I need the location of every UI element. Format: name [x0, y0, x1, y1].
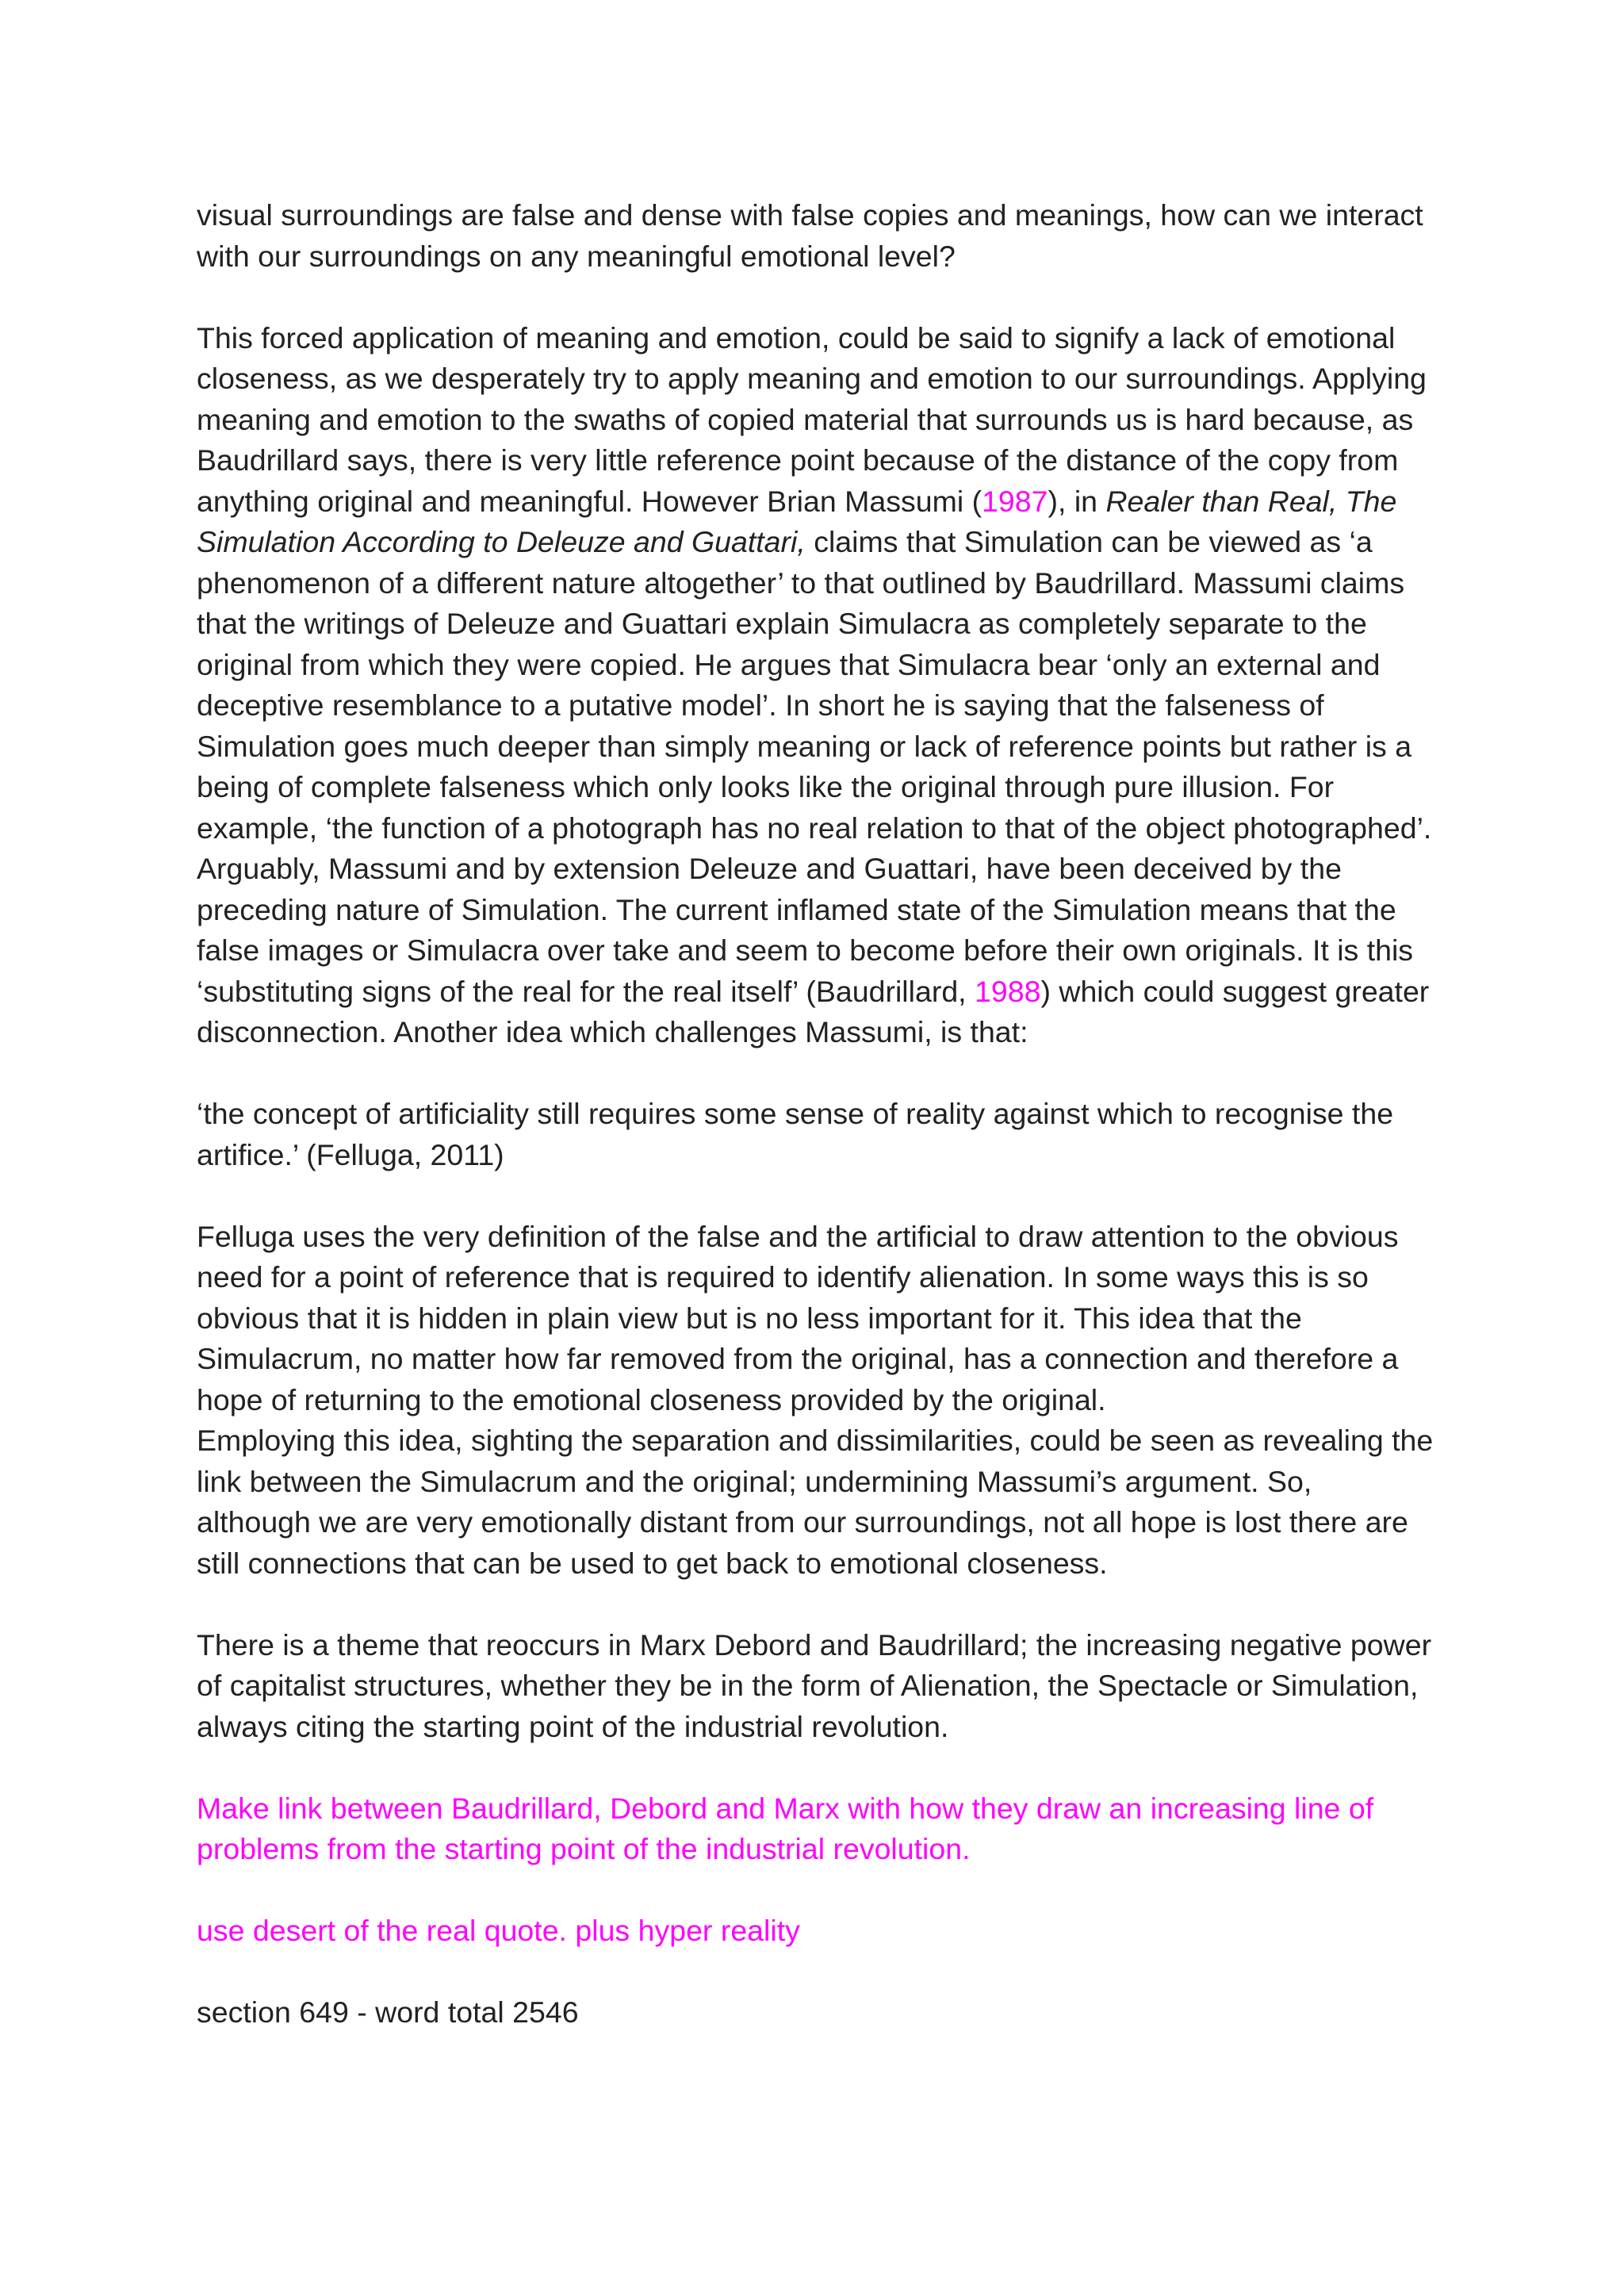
quote-felluga: ‘the concept of artificiality still requires some sense of reality against which to recognise the artifice.’ (Felluga, 2011): [197, 1097, 1394, 1171]
paragraph-massumi-text-d: ) which could suggest greater disconnection. Another idea which challenges Massumi, is that:: [197, 974, 1430, 1048]
book-title: Realer than Real, The Simulation According to Deleuze and Guattari,: [197, 484, 1397, 558]
citation-year-1987: 1987: [982, 484, 1048, 518]
paragraph-employing: Employing this idea, sighting the separation and dissimilarities, could be seen as revealing the link between the Simulacrum and the original; undermining Massumi’s argument. So, although we are very emotionally distant from our surroundings, not all hope is lost there are still connections that can be used to get back to emotional closeness.: [197, 1424, 1434, 1580]
note-desert-of-real: use desert of the real quote. plus hyper reality: [197, 1914, 800, 1947]
note-make-link: Make link between Baudrillard, Debord and Marx with how they draw an increasing line of problems from the starting point of the industrial revolution.: [197, 1791, 1374, 1865]
paragraph-intro: visual surroundings are false and dense with false copies and meanings, how can we interact with our surroundings on any meaningful emotional level?: [197, 198, 1423, 273]
paragraph-massumi-text-c: claims that Simulation can be viewed as ‘a phenomenon of a different nature altogether’ to that outlined by Baudrillard. Massumi claims that the writings of Deleuze and Guattari explain Simulacra as completely separate to the original from which they were copied. He argues that Simulacra bear ‘only an external and deceptive resemblance to a putative model’. In short he is saying that the falseness of Simulation goes much deeper than simply meaning or lack of reference points but rather is a being of complete falseness which only looks like the original through pure illusion. For example, ‘the function of a photograph has no real relation to that of the object photographed’. Arguably, Massumi and by extension Deleuze and Guattari, have been deceived by the preceding nature of Simulation. The current inflamed state of the Simulation means that the false images or Simulacra over take and seem to become before their own originals. It is this ‘substituting signs of the real for the real itself’ (Baudrillard,: [197, 525, 1432, 1008]
paragraph-felluga: Felluga uses the very definition of the false and the artificial to draw attention to the obvious need for a point of reference that is required to identify alienation. In some ways this is so obvious that it is hidden in plain view but is no less important for it. This idea that the Simulacrum, no matter how far removed from the original, has a connection and therefore a hope of returning to the emotional closeness provided by the original.: [197, 1219, 1399, 1416]
citation-year-1988: 1988: [975, 974, 1041, 1008]
document-body: [197, 195, 1434, 2074]
paragraph-massumi-text-b: ), in: [1048, 484, 1106, 518]
paragraph-massumi-text-a: This forced application of meaning and emotion, could be said to signify a lack of emotional closeness, as we desperately try to apply meaning and emotion to our surroundings. Applying meaning and emotion to the swaths of copied material that surrounds us is hard because, as Baudrillard says, there is very little reference point because of the distance of the copy from anything original and meaningful. However Brian Massumi (: [197, 320, 1427, 518]
paragraph-theme: There is a theme that reoccurs in Marx Debord and Baudrillard; the increasing negative power of capitalist structures, whether they be in the form of Alienation, the Spectacle or Simulation, always citing the starting point of the industrial revolution.: [197, 1627, 1432, 1743]
paragraph-massumi: [197, 318, 1434, 1053]
word-count: section 649 - word total 2546: [197, 1995, 579, 2029]
